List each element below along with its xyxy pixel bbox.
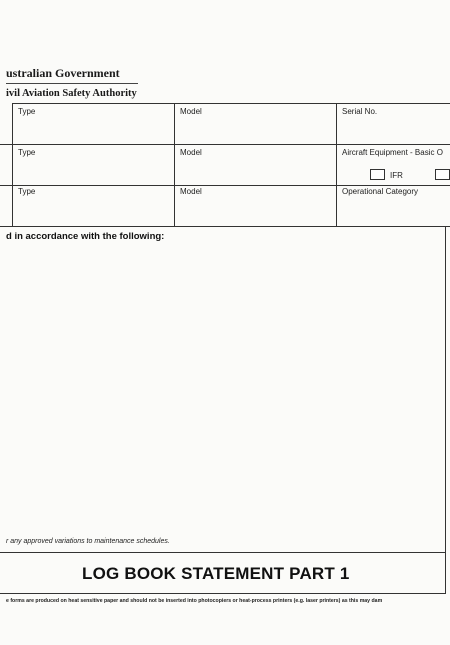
government-name: ustralian Government <box>6 66 120 80</box>
serial-no-label: Serial No. <box>342 107 378 116</box>
variations-note: r any approved variations to maintenance schedules. <box>6 538 170 545</box>
ifr-checkbox[interactable] <box>370 169 385 180</box>
row3-model-label: Model <box>180 187 202 196</box>
row3-type-label: Type <box>18 187 36 196</box>
grid-row-divider-1 <box>0 144 450 145</box>
operational-category-label: Operational Category <box>342 187 419 196</box>
main-box-right-border <box>445 227 446 594</box>
row2-type-label: Type <box>18 148 36 157</box>
authority-name: ivil Aviation Safety Authority <box>6 88 137 99</box>
row1-type-label: Type <box>18 107 36 116</box>
second-checkbox[interactable] <box>435 169 450 180</box>
instruction-heading: d in accordance with the following: <box>6 231 165 242</box>
grid-top-border <box>12 103 450 104</box>
aircraft-equipment-label: Aircraft Equipment - Basic O <box>342 148 443 157</box>
footer-notice: e forms are produced on heat sensitive paper and should not be inserted into photocopiers or heat-process printers (e.g. laser printers) as this may dam <box>6 598 383 604</box>
page-title: LOG BOOK STATEMENT PART 1 <box>82 564 350 583</box>
grid-col-divider-1 <box>174 103 175 227</box>
row1-model-label: Model <box>180 107 202 116</box>
ifr-label: IFR <box>390 171 403 180</box>
header-rule <box>6 83 138 84</box>
grid-left-border <box>12 103 13 227</box>
grid-row-divider-2 <box>0 185 450 186</box>
grid-col-divider-2 <box>336 103 337 227</box>
title-bottom-rule <box>0 593 446 594</box>
grid-bottom-border <box>0 226 450 227</box>
row2-model-label: Model <box>180 148 202 157</box>
title-top-rule <box>0 552 446 553</box>
